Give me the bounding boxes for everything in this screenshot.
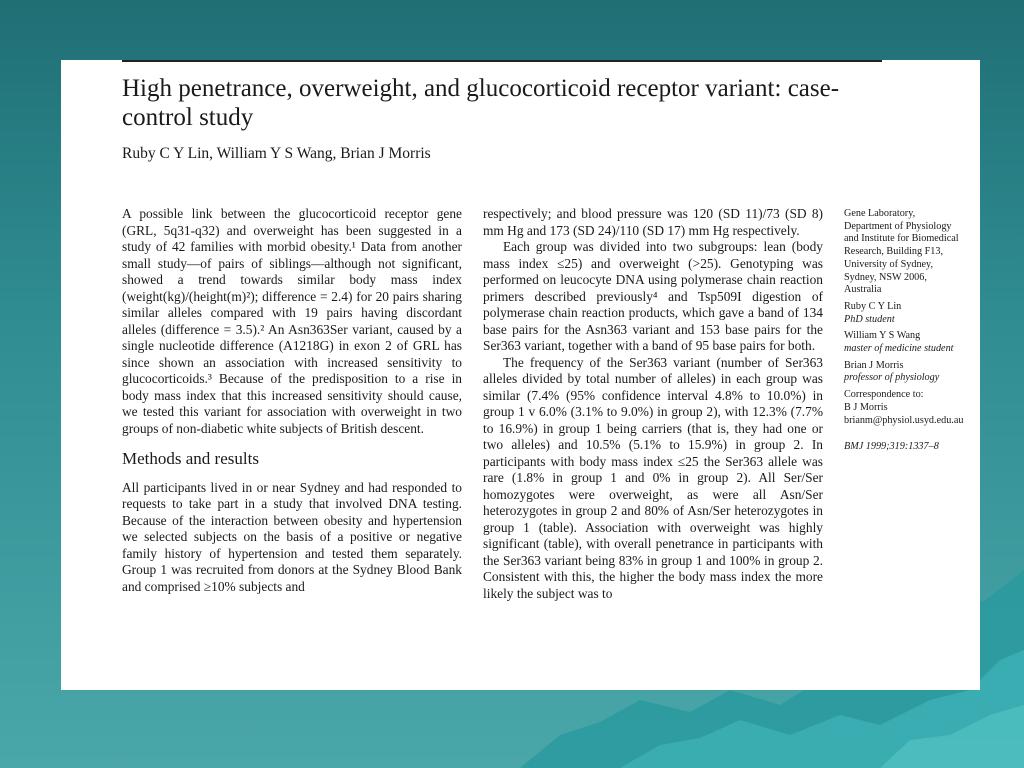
author-3 [844, 360, 959, 385]
methods-paragraph: All participants lived in or near Sydney and had responded to requests to take part in a study that involved DNA testing. Because of the interaction between obesity and hypertension we selected subjects on the basis of a positive or negative family history of hypertension and tested them separately. Group 1 was recruited from donors at the Sydney Blood Bank and comprised ≥10% subjects and [122, 479, 462, 594]
article-title: High penetrance, overweight, and glucocorticoid receptor variant: case-control study [122, 75, 840, 131]
column-2 [483, 206, 823, 602]
affiliation: Gene Laboratory, Department of Physiology and Institute for Biomedical Research, Building F13, University of Sydney, Sydney, NSW 2006, Australia [844, 208, 959, 296]
author-2-name: William Y S Wang [844, 330, 921, 342]
results-paragraph-3: The frequency of the Ser363 variant (number of Ser363 alleles divided by total number of alleles) in each group was similar (7.4% (95% confidence interval 4.8% to 10.0%) in group 1 v 6.0% (3.1% to 9.0%) in group 2), with 12.3% (7.7% to 16.9%) in group 1 being carriers (that is, they had one or two alleles) and 10.5% (5.1% to 15.9%) in group 2. In participants with body mass index ≤25 the Ser363 allele was rare (1.8% in group 1 and 0% in group 2). All Ser/Ser homozygotes were overweight, as were all Asn/Ser heterozygotes in group 2 and 80% of Asn/Ser heterozygotes in group 1 (table). Association with overweight was highly significant (table), with overall penetrance in participants with the Ser363 variant being 83% in group 1 and 100% in group 2. Consistent with this, the higher the body mass index the more likely the subject was to [483, 354, 823, 601]
correspondence-email: brianm@physiol.usyd.edu.au [844, 414, 964, 426]
citation-text: BMJ 1999;319:1337–8 [844, 441, 939, 453]
author-sidebar [844, 208, 964, 458]
author-1-name: Ruby C Y Lin [844, 300, 902, 312]
article-page [61, 60, 980, 690]
results-paragraph-2: Each group was divided into two subgroups: lean (body mass index ≤25) and overweight (>25). Genotyping was performed on leucocyte DNA using polymerase chain reaction primers described previously⁴ and Tsp509I digestion of polymerase chain reaction products, which gave a band of 134 base pairs for the Asn363 variant and 153 base pairs for the Ser363 variant, together with a band of 95 base pairs for both. [483, 239, 823, 353]
citation [844, 441, 959, 454]
author-3-name: Brian J Morris [844, 359, 904, 371]
results-paragraph-1: respectively; and blood pressure was 120 (SD 11)/73 (SD 8) mm Hg and 173 (SD 24)/110 (SD 17) mm Hg respectively. [483, 206, 823, 238]
author-1-role: PhD student [844, 313, 895, 325]
title-rule [122, 60, 882, 62]
correspondence-name: B J Morris [844, 401, 888, 413]
intro-paragraph: A possible link between the glucocorticoid receptor gene (GRL, 5q31-q32) and overweight has been suggested in a study of 42 families with morbid obesity.¹ Data from another small study—of pairs of siblings—although not significant, showed a trend towards similar body mass index (weight(kg)/(height(m)²); difference = 2.4) for 20 pairs sharing similar alleles compared with 19 pairs having discordant alleles (difference = 3.5).² An Asn363Ser variant, caused by a single nucleotide difference (A1218G) in exon 2 of GRL has since shown an association with increased sensitivity to glucocorticoids.³ Because of the predisposition to a rise in body mass index that this increased sensitivity should cause, we tested this variant for association with overweight in two groups of non-diabetic white subjects of British descent. [122, 206, 462, 436]
correspondence-label: Correspondence to: [844, 389, 924, 401]
methods-heading: Methods and results [122, 449, 259, 468]
column-1 [122, 206, 462, 595]
article-authors: Ruby C Y Lin, William Y S Wang, Brian J Morris [122, 145, 431, 162]
author-1 [844, 301, 959, 326]
author-3-role: professor of physiology [844, 372, 940, 384]
author-2-role: master of medicine student [844, 343, 954, 355]
correspondence [844, 389, 964, 427]
author-2 [844, 330, 959, 355]
